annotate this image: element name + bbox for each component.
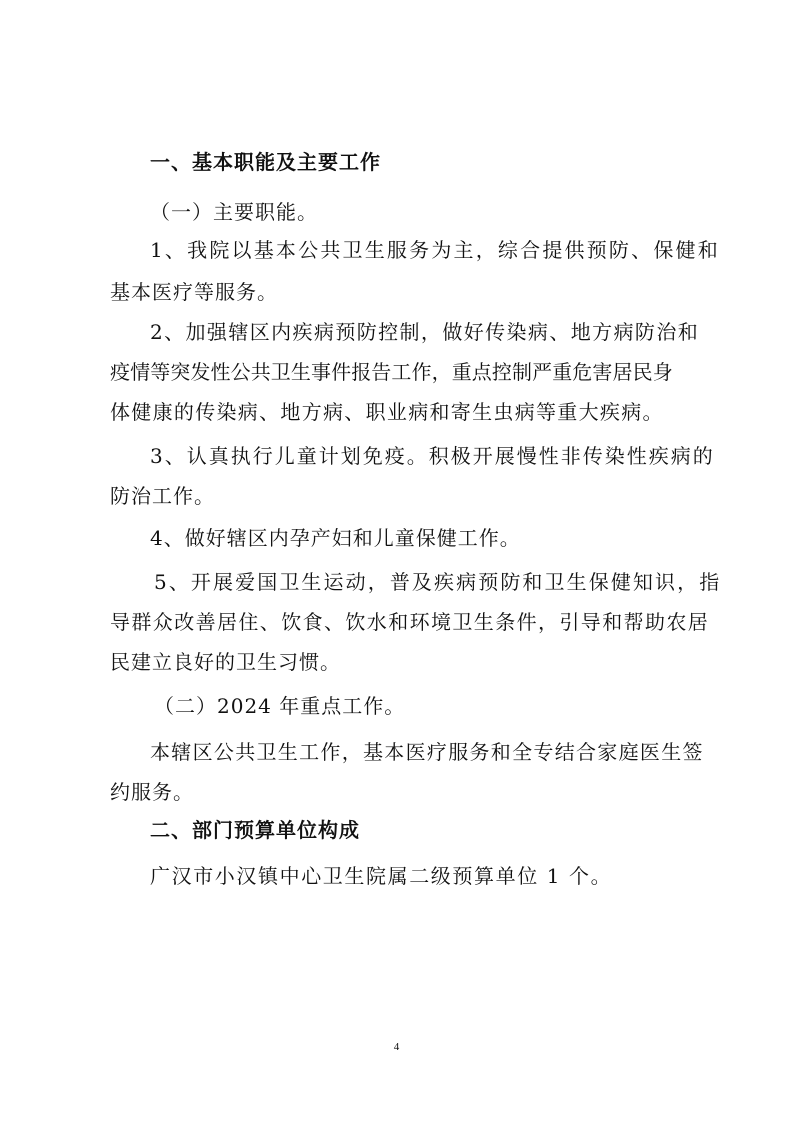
item-2-line-1: 2、加强辖区内疾病预防控制，做好传染病、地方病防治和: [150, 320, 700, 344]
item-5-line-3: 民建立良好的卫生习惯。: [110, 650, 341, 674]
page-number: 4: [393, 1041, 400, 1053]
item-2-line-3: 体健康的传染病、地方病、职业病和寄生虫病等重大疾病。: [110, 400, 664, 424]
subsection-title-main-functions: （一）主要职能。: [150, 200, 318, 224]
budget-unit-text: 广汉市小汉镇中心卫生院属二级预算单位 1 个。: [150, 864, 613, 888]
item-1-line-1: 1、我院以基本公共卫生服务为主，综合提供预防、保健和: [150, 238, 720, 262]
section-title-basic-functions: 一、基本职能及主要工作: [150, 150, 381, 174]
section-title-budget-units: 二、部门预算单位构成: [150, 818, 360, 842]
item-5-line-1: 5、开展爱国卫生运动，普及疾病预防和卫生保健知识，指: [154, 570, 722, 594]
item-4-line-1: 4、做好辖区内孕产妇和儿童保健工作。: [150, 526, 521, 550]
work-2024-line-1: 本辖区公共卫生工作，基本医疗服务和全专结合家庭医生签: [150, 740, 704, 764]
subsection-title-2024-key-work: （二）2024 年重点工作。: [154, 694, 406, 718]
item-3-line-1: 3、认真执行儿童计划免疫。积极开展慢性非传染性疾病的: [150, 444, 715, 468]
item-1-line-2: 基本医疗等服务。: [110, 280, 278, 304]
work-2024-line-2: 约服务。: [110, 780, 194, 804]
item-3-line-2: 防治工作。: [110, 484, 215, 508]
item-5-line-2: 导群众改善居住、饮食、饮水和环境卫生条件，引导和帮助农居: [110, 610, 710, 634]
item-2-line-2: 疫情等突发性公共卫生事件报告工作，重点控制严重危害居民身: [110, 360, 673, 384]
